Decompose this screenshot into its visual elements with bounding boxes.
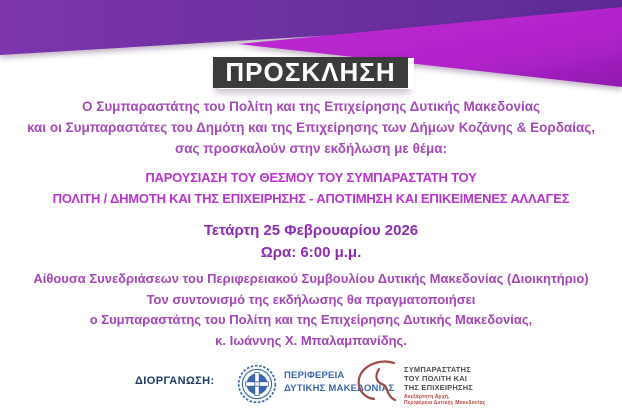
event-theme [0,167,622,209]
region-name-line: ΠΕΡΙΦΕΡΕΙΑ [284,370,345,381]
greek-emblem-icon [237,364,277,404]
intro-paragraph [0,96,622,159]
advocate-name-line: ΤΗΣ ΕΠΙΧΕΙΡΗΣΗΣ [404,383,474,392]
advocate-curve-icon [352,358,400,406]
details-line: ο Συμπαραστάτης του Πολίτη και της Επιχείρησης Δυτικής Μακεδονίας, [89,312,533,327]
advocate-name-line: ΤΟΥ ΠΟΛΙΤΗ ΚΑΙ [404,374,468,383]
event-time: Ωρα: 6:00 μ.μ. [260,244,362,261]
region-name-line: ΔΥΤΙΚΗΣ ΜΑΚΕΔΟΝΙΑΣ [284,382,395,394]
advocate-subtext-line: Ανεξάρτητη Αρχή, [404,394,450,400]
event-date: Τετάρτη 25 Φεβρουαρίου 2026 [203,222,419,239]
details-line: Τον συντονισμό της εκδήλωσης θα πραγματοποιήσει [146,291,476,307]
organizers-footer [0,356,622,416]
event-schedule [0,220,622,264]
advocate-subtext [404,394,486,406]
intro-line: σας προσκαλούν στην εκδήλωση με θέμα: [174,141,448,156]
details-line: κ. Ιωάννης Χ. Μπαλαμπανίδης. [215,332,407,348]
intro-line: και οι Συμπαραστάτες του Δημότη και της Επιχείρησης των Δήμων Κοζάνης & Εορδαίας, [26,120,596,135]
advocate-logo-text [404,365,486,406]
advocate-subtext-line: Περιφέρεια Δυτικής Μακεδονίας [404,400,486,406]
theme-line: ΠΟΛΙΤΗ / ΔΗΜΟΤΗ ΚΑΙ ΤΗΣ ΕΠΙΧΕΙΡΗΣΗΣ - ΑΠΟΤΙΜΗΣΗ ΚΑΙ ΕΠΙΚΕΙΜΕΝΕΣ ΑΛΛΑΓΕΣ [52,191,570,206]
details-line: Αίθουσα Συνεδριάσεων του Περιφερειακού Συμβουλίου Δυτικής Μακεδονίας (Διοικητήριο) [33,271,589,286]
organizer-label: ΔΙΟΡΓΑΝΩΣΗ: [135,375,215,387]
advocate-name-line: ΣΥΜΠΑΡΑΣΤΑΤΗΣ [404,365,471,374]
invitation-title: ΠΡΟΣΚΛΗΣΗ [213,57,408,88]
intro-line: Ο Συμπαραστάτης του Πολίτη και της Επιχείρησης Δυτικής Μακεδονίας [81,99,541,114]
theme-line: ΠΑΡΟΥΣΙΑΣΗ ΤΟΥ ΘΕΣΜΟΥ ΤΟΥ ΣΥΜΠΑΡΑΣΤΑΤΗ ΤΟΥ [145,170,477,185]
event-details [0,269,622,351]
